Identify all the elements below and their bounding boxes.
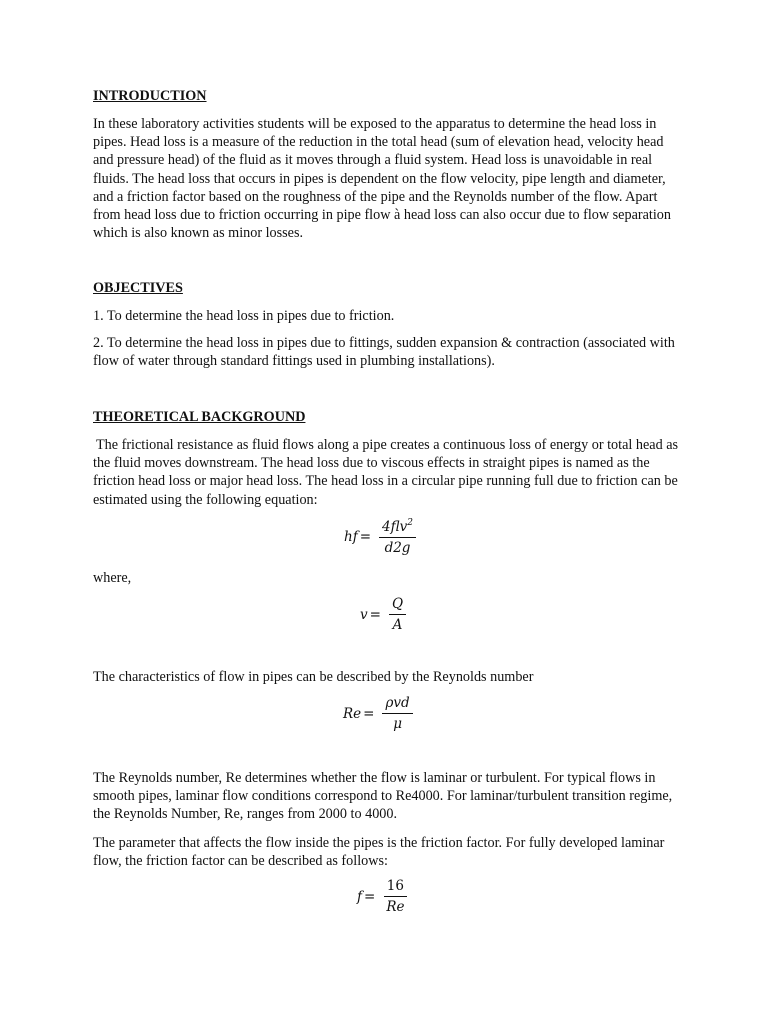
eq1-numerator — [379, 518, 416, 538]
theory-paragraph-4: The parameter that affects the flow inside the pipes is the friction factor. For fully developed laminar flow, the friction factor can be described as follows: — [93, 835, 665, 870]
equals-sign: = — [363, 705, 375, 722]
velocity-equation — [360, 596, 406, 633]
eq3-fraction — [382, 695, 412, 732]
head-loss-equation — [344, 518, 416, 556]
equals-sign: = — [364, 888, 376, 905]
eq1-numerator-text: 4flv — [382, 519, 408, 535]
theory-paragraph-3: The Reynolds number, Re determines whether the flow is laminar or turbulent. For typical flows in smooth pipes, laminar flow conditions correspond to Re4000. For laminar/turbulent transition regime, the Reynolds Number, Re, ranges from 2000 to 4000. — [93, 770, 673, 823]
where-label: where, — [93, 570, 132, 586]
objective-item-1: 1. To determine the head loss in pipes due to friction. — [93, 308, 395, 324]
theory-paragraph-1: The frictional resistance as fluid flows along a pipe creates a continuous loss of energy or total head as the fluid moves downstream. The head loss due to viscous effects in straight pipes is named as the friction head loss or major head loss. The head loss in a circular pipe running full due to friction can be estimated using the following equation: — [93, 437, 679, 508]
friction-factor-equation — [357, 878, 407, 915]
objectives-heading: OBJECTIVES — [93, 280, 183, 296]
introduction-heading: INTRODUCTION — [93, 88, 207, 104]
eq2-denominator: A — [392, 617, 403, 633]
eq4-numerator: 16 — [384, 878, 407, 897]
eq2-numerator: Q — [389, 596, 406, 615]
eq1-fraction — [379, 518, 416, 556]
equals-sign: = — [359, 529, 372, 545]
eq4-lhs: f — [357, 888, 362, 905]
theory-heading: THEORETICAL BACKGROUND — [93, 409, 306, 425]
eq1-exponent: 2 — [407, 518, 413, 528]
eq3-numerator: ρvd — [382, 695, 412, 714]
eq2-fraction — [389, 596, 406, 633]
equals-sign: = — [369, 606, 381, 623]
eq3-lhs: Re — [343, 705, 362, 722]
eq1-lhs: hf — [344, 529, 358, 545]
introduction-paragraph: In these laboratory activities students will be exposed to the apparatus to determine the head loss in pipes. Head loss is a measure of the reduction in the total head (sum of elevation head, velocity head and pressure head) of the fluid as it moves through a fluid system. Head loss is unavoidable in real fluids. The head loss that occurs in pipes is dependent on the flow velocity, pipe length and diameter, and a friction factor based on the roughness of the pipe and the Reynolds number of the flow. Apart from head loss due to friction occurring in pipe flow à head loss can also occur due to flow separation which is also known as minor losses. — [93, 116, 671, 242]
eq1-denominator: d2g — [384, 540, 411, 556]
eq3-denominator: μ — [393, 716, 402, 732]
reynolds-equation — [343, 695, 413, 732]
objective-item-2: 2. To determine the head loss in pipes due to fittings, sudden expansion & contraction (associated with flow of water through standard fittings used in plumbing installations). — [93, 335, 675, 370]
eq4-fraction — [383, 878, 407, 915]
eq2-lhs: v — [360, 606, 368, 623]
theory-paragraph-2: The characteristics of flow in pipes can be described by the Reynolds number — [93, 669, 534, 685]
eq4-denominator: Re — [386, 899, 405, 915]
